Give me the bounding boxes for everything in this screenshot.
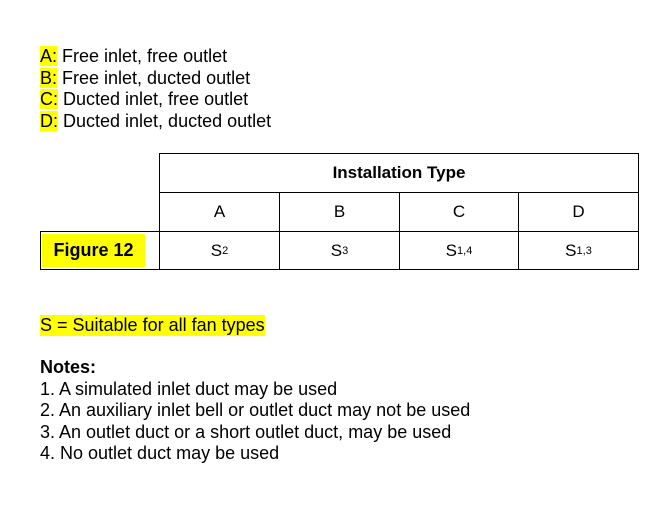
table-cell-b: S 3 bbox=[330, 240, 349, 260]
table-border-left-row bbox=[40, 231, 41, 270]
legend-item-a bbox=[40, 46, 271, 68]
legend-text-c: Ducted inlet, free outlet bbox=[58, 89, 249, 109]
notes-title: Notes: bbox=[40, 357, 97, 377]
table-border-bottom bbox=[40, 269, 639, 270]
table-cell-d: S 1,3 bbox=[565, 240, 592, 260]
column-header-c: C bbox=[452, 202, 466, 221]
legend-item-c bbox=[40, 89, 271, 111]
cell-symbol-a: S bbox=[210, 240, 223, 260]
installation-type-legend bbox=[40, 46, 271, 132]
table-cell-a: S 2 bbox=[210, 240, 229, 260]
table-border-right bbox=[638, 153, 639, 270]
note-item: 2. An auxiliary inlet bell or outlet duct may not be used bbox=[40, 400, 471, 420]
legend-item-b bbox=[40, 68, 271, 90]
column-header-d: D bbox=[572, 202, 585, 221]
legend-key-b: B: bbox=[40, 67, 58, 88]
table-header-title: Installation Type bbox=[332, 163, 466, 182]
legend-text-d: Ducted inlet, ducted outlet bbox=[58, 110, 272, 131]
cell-symbol-d: S bbox=[565, 240, 577, 260]
cell-symbol-c: S bbox=[445, 240, 458, 260]
note-item: 3. An outlet duct or a short outlet duct, may be used bbox=[40, 421, 452, 442]
column-header-a: A bbox=[213, 202, 226, 221]
cell-symbol-b: S bbox=[330, 240, 343, 260]
note-item: 1. A simulated inlet duct may be used bbox=[40, 378, 338, 399]
table-cell-c: S 1,4 bbox=[445, 240, 473, 260]
legend-text-b: Free inlet, ducted outlet bbox=[57, 67, 251, 88]
legend-key-d: D: bbox=[40, 110, 58, 131]
column-header-b: B bbox=[333, 202, 346, 221]
legend-key-c: C: bbox=[40, 89, 58, 109]
legend-item-d bbox=[40, 111, 271, 133]
row-label-figure: Figure 12 bbox=[42, 234, 145, 267]
legend-key-a: A: bbox=[40, 46, 58, 66]
suitable-definition: S = Suitable for all fan types bbox=[40, 315, 265, 335]
legend-text-a: Free inlet, free outlet bbox=[57, 46, 228, 66]
notes-section bbox=[40, 357, 470, 465]
note-item: 4. No outlet duct may be used bbox=[40, 443, 280, 463]
